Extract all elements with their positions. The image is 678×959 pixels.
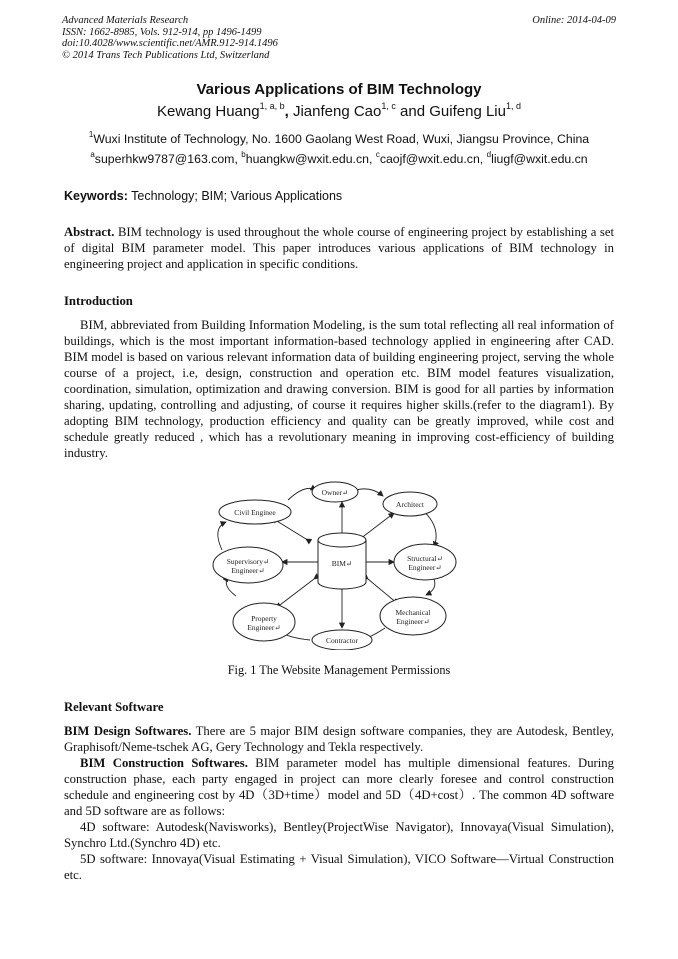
civil-engineer-label: Civil Enginee bbox=[234, 508, 276, 517]
property-label: Property bbox=[251, 614, 277, 623]
abstract-text: BIM technology is used throughout the whole course of engineering project by establishing a set of digital BIM parameter model. This paper introduces various applications of BIM technology in engineering project and application in specific conditions. bbox=[64, 225, 615, 271]
keywords-label: Keywords: bbox=[64, 189, 128, 203]
figure-caption: Fig. 1 The Website Management Permissions bbox=[227, 663, 451, 677]
introduction-paragraph: BIM, abbreviated from Building Information Modeling, is the sum total reflecting all real information of buildings, which is the most important information-based technology applied in engineering after CAD. BIM model is based on various relevant information data of building engineering project, serving the whole course of a project, i.e, design, construction and operation etc. BIM model features visualization, coordination, simulation, optimization and drawing conversion. BIM is good for all parties by information sharing, updating, controlling and adjusting, of course it requires higher skills.(refer to the diagram1). By adopting BIM technology, production efficiency and quality can be greatly improved, while cost and schedule greatly reduced , which has a revolutionary meaning in improving cost-efficiency of building industry. bbox=[64, 318, 614, 460]
email-link[interactable]: superhkw9787@163.com bbox=[94, 152, 235, 166]
structural-label: Structural↵ bbox=[407, 554, 443, 563]
author-name: Guifeng Liu bbox=[429, 103, 506, 120]
link-arrow bbox=[276, 579, 314, 608]
section-heading-software: Relevant Software bbox=[64, 700, 164, 714]
author-sup: 1, d bbox=[505, 101, 521, 111]
affiliation-text: Wuxi Institute of Technology, No. 1600 Gaolang West Road, Wuxi, Jiangsu Province, China bbox=[93, 132, 590, 146]
author-name: Jianfeng Cao bbox=[292, 103, 382, 120]
doi-line: doi:10.4028/www.scientific.net/AMR.912-914.1496 bbox=[62, 38, 278, 49]
email-sup: b bbox=[241, 150, 246, 159]
construction-label: BIM Construction Softwares. bbox=[80, 756, 248, 770]
abstract-label: Abstract. bbox=[64, 225, 115, 239]
author-separator: , bbox=[284, 103, 293, 120]
cycle-arrow bbox=[288, 488, 316, 500]
online-date: Online: 2014-04-09 bbox=[532, 15, 616, 26]
construction-paragraph bbox=[64, 755, 614, 819]
email-list: $^a$superhkw9787@163.com, $^b$huangkw@wxit.edu.cn, $^c$caojf@wxit.edu.cn, $^d$liugf@wxit.edu.cn bbox=[90, 150, 588, 166]
author-separator: and bbox=[395, 103, 430, 120]
property-engineer-label: Engineer↵ bbox=[247, 623, 281, 632]
affiliation bbox=[0, 132, 678, 146]
affiliation-sup: 1 bbox=[88, 130, 94, 139]
email-sup: a bbox=[90, 150, 95, 159]
supervisory-label: Supervisory↵ bbox=[226, 557, 270, 566]
five-d-paragraph: 5D software: Innovaya(Visual Estimating + Visual Simulation), VICO Software—Virtual Construction etc. bbox=[64, 852, 614, 882]
architect-label: Architect bbox=[396, 500, 424, 509]
email-sup: c bbox=[375, 150, 380, 159]
design-text: There are 5 major BIM design software companies, they are Autodesk, Bentley, Graphisoft/Neme-tschek AG, Gery Technology and Tekla respectively. bbox=[64, 724, 614, 754]
journal-name: Advanced Materials Research bbox=[62, 15, 189, 26]
author-list bbox=[0, 103, 678, 120]
abstract bbox=[64, 224, 614, 272]
paper-title: Various Applications of BIM Technology bbox=[196, 81, 482, 98]
structural-engineer-label: Engineer↵ bbox=[408, 563, 442, 572]
section-heading-introduction: Introduction bbox=[64, 294, 133, 308]
introduction-body bbox=[64, 317, 614, 461]
email-link[interactable]: huangkw@wxit.edu.cn bbox=[245, 152, 369, 166]
email-link[interactable]: liugf@wxit.edu.cn bbox=[491, 152, 588, 166]
owner-label: Owner↵ bbox=[321, 488, 349, 497]
author-sup: 1, c bbox=[381, 101, 396, 111]
email-sup: d bbox=[486, 150, 492, 159]
construction-text: BIM parameter model has multiple dimensional features. During construction phase, each party engaged in project can more clearly foresee and control construction schedule and engineering cost by 4D（3D+time）model and 5D（4D+cost）. The common 4D software and 5D software are as follows: bbox=[64, 756, 614, 818]
issn-line: ISSN: 1662-8985, Vols. 912-914, pp 1496-1499 bbox=[62, 26, 262, 38]
mechanical-label: Mechanical bbox=[395, 608, 431, 617]
cycle-arrow bbox=[218, 522, 226, 550]
supervisory-engineer-label: Engineer↵ bbox=[231, 566, 265, 575]
mechanical-engineer-label: Engineer↵ bbox=[396, 617, 430, 626]
bim-label: BIM↵ bbox=[331, 559, 353, 568]
link-arrow bbox=[360, 513, 394, 539]
bim-cylinder-top bbox=[318, 533, 366, 547]
author-sup: 1, a, b bbox=[259, 101, 285, 111]
design-paragraph bbox=[64, 723, 614, 755]
author-name: Kewang Huang bbox=[157, 103, 260, 120]
email-link[interactable]: caojf@wxit.edu.cn bbox=[379, 152, 480, 166]
contractor-label: Contractor bbox=[325, 636, 359, 645]
bim-relationship-diagram bbox=[210, 478, 460, 650]
copyright-line: © 2014 Trans Tech Publications Ltd, Switzerland bbox=[62, 49, 270, 61]
running-header bbox=[62, 15, 616, 61]
four-d-paragraph: 4D software: Autodesk(Navisworks), Bentley(ProjectWise Navigator), Innovaya(Visual Simulation), Synchro Ltd.(Synchro 4D) etc. bbox=[64, 820, 614, 850]
keywords-text: Technology; BIM; Various Applications bbox=[131, 189, 343, 203]
keywords bbox=[64, 189, 342, 203]
design-label: BIM Design Softwares. bbox=[64, 724, 192, 738]
software-body bbox=[64, 723, 614, 883]
